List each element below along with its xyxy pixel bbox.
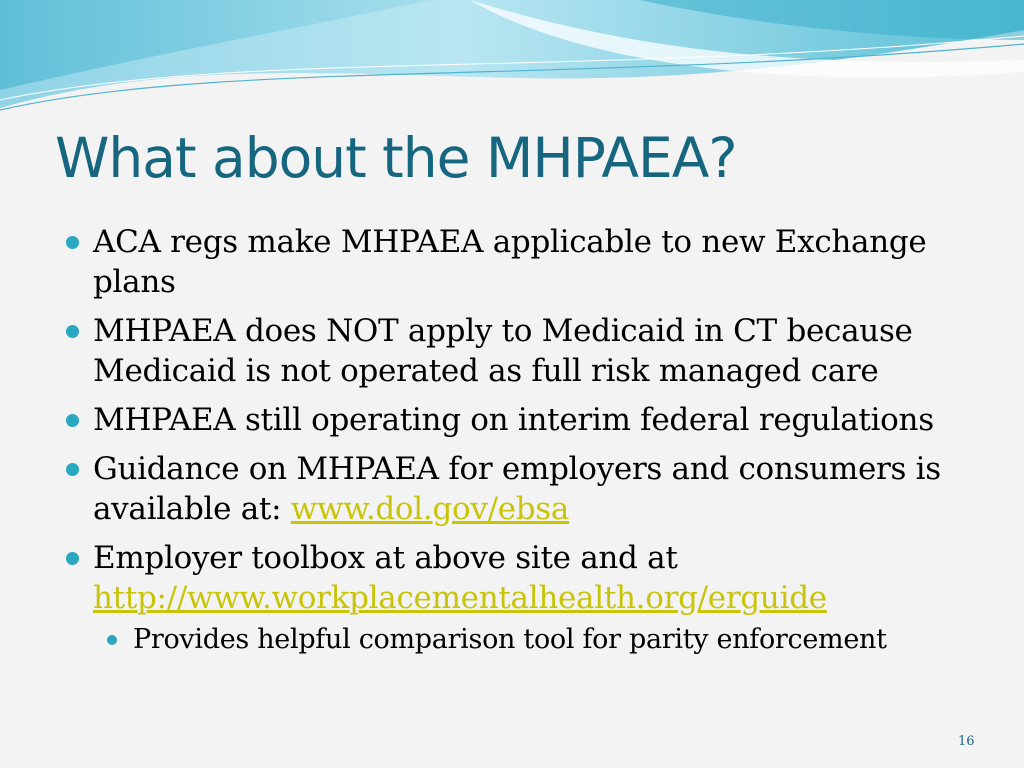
bullet-text: Employer toolbox at above site and at [93, 540, 678, 576]
dol-ebsa-link[interactable]: www.dol.gov/ebsa [290, 491, 570, 527]
sub-bullet-list [107, 622, 996, 658]
bullet-dot-icon [66, 236, 79, 249]
bullet-text: MHPAEA still operating on interim federal regulations [93, 402, 934, 438]
bullet-item [66, 538, 996, 658]
bullet-dot-icon [66, 325, 79, 338]
sub-bullet-item [107, 622, 996, 658]
bullet-dot-icon [66, 414, 79, 427]
bullet-text: Guidance on MHPAEA for employers and consumers is available at: [93, 451, 941, 527]
slide-title: What about the MHPAEA? [55, 126, 737, 190]
header-wave-decoration [0, 0, 1024, 120]
sub-bullet-dot-icon [107, 635, 117, 645]
sub-bullet-text: Provides helpful comparison tool for parity enforcement [133, 624, 887, 655]
bullet-item [66, 222, 996, 302]
bullet-list [66, 222, 996, 667]
bullet-text: MHPAEA does NOT apply to Medicaid in CT because Medicaid is not operated as full risk managed care [93, 313, 913, 389]
bullet-dot-icon [66, 552, 79, 565]
workplace-mental-health-link[interactable]: http://www.workplacementalhealth.org/erguide [93, 580, 827, 616]
page-number: 16 [958, 734, 975, 749]
bullet-item [66, 311, 996, 391]
bullet-item [66, 449, 996, 529]
bullet-dot-icon [66, 463, 79, 476]
bullet-text: ACA regs make MHPAEA applicable to new Exchange plans [93, 224, 927, 300]
bullet-item [66, 400, 996, 440]
